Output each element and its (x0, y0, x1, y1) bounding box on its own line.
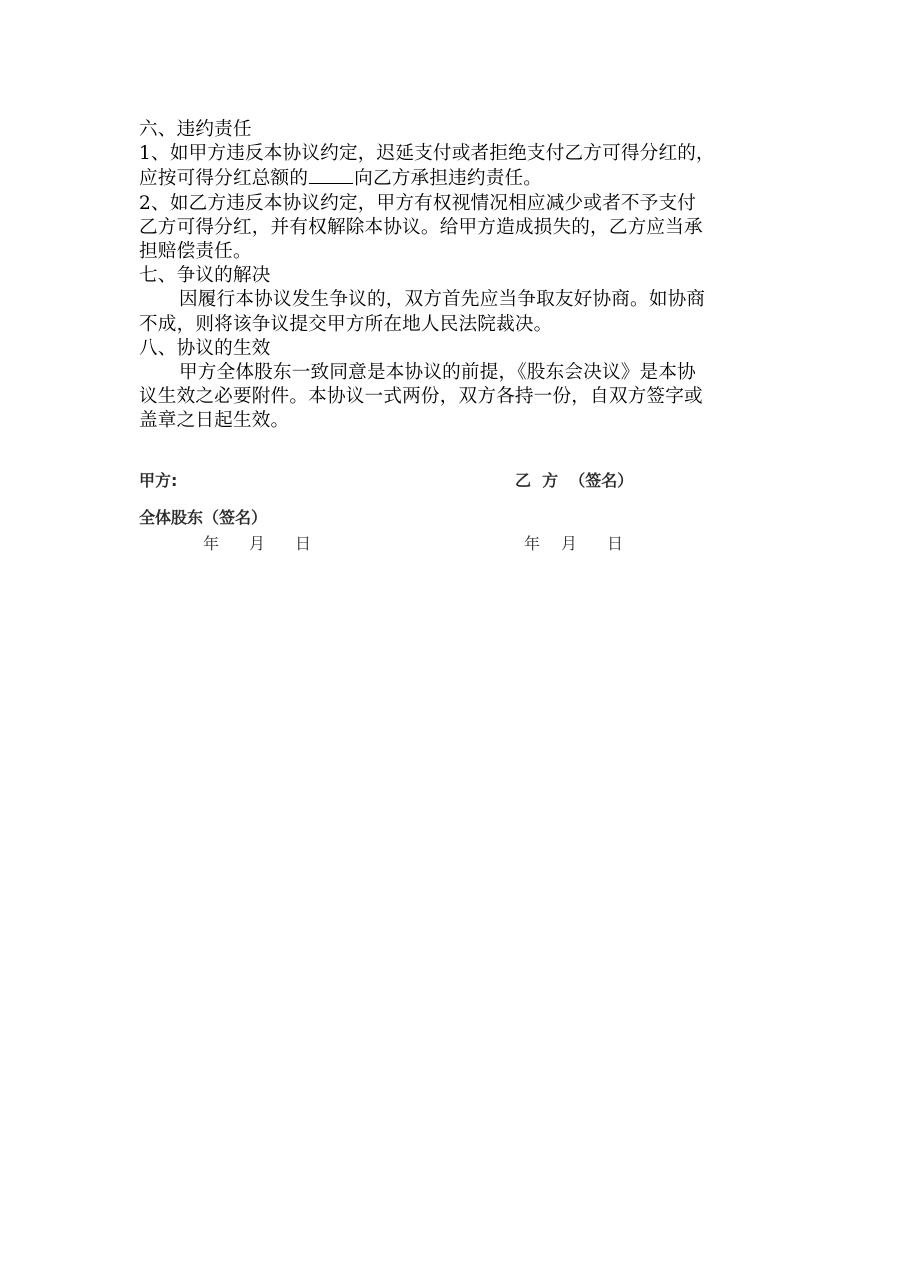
party-a-label: 甲方: (139, 471, 178, 490)
date-right-month: 月 (561, 534, 578, 553)
section-7-heading: 七、争议的解决 (139, 265, 271, 287)
section-7-paragraph-line-2: 不成，则将该争议提交甲方所在地人民法院裁决。 (139, 313, 553, 335)
section-8-heading: 八、协议的生效 (139, 337, 271, 359)
section-6-heading: 六、违约责任 (139, 119, 252, 140)
section-6-clause-1-line-1: 1、如甲方违反本协议约定，迟延支付或者拒绝支付乙方可得分红的， (139, 143, 715, 165)
date-right (0, 531, 909, 553)
date-left-month: 月 (249, 534, 266, 553)
section-6-clause-2-line-1: 2、如乙方违反本协议约定，甲方有权视情况相应减少或者不予支付 (139, 192, 697, 214)
date-right-day: 日 (607, 534, 624, 553)
section-6-clause-2-line-2: 乙方可得分红，并有权解除本协议。给甲方造成损失的，乙方应当承 (139, 216, 703, 238)
section-6-clause-2-line-3: 担赔偿责任。 (139, 241, 252, 263)
section-7-paragraph-line-1: 因履行本协议发生争议的，双方首先应当争取友好协商。如协商 (179, 289, 706, 311)
party-b-signature-label: 乙 方 （签名） (515, 471, 634, 490)
section-8-paragraph-line-2: 议生效之必要附件。本协议一式两份，双方各持一份，自双方签字或 (139, 386, 703, 408)
date-left-day: 日 (295, 534, 312, 553)
section-6-clause-1-line-2 (139, 166, 779, 191)
section-8-paragraph-line-3: 盖章之日起生效。 (139, 410, 290, 432)
section-8-paragraph-line-1: 甲方全体股东一致同意是本协议的前提，《股东会决议》是本协 (179, 362, 696, 384)
penalty-rate-blank[interactable] (309, 166, 353, 184)
clause-1-text-before-blank: 应按可得分红总额的 (139, 168, 309, 190)
agreement-body (139, 118, 779, 434)
date-left-year: 年 (203, 534, 220, 553)
date-right-year: 年 (524, 534, 541, 553)
clause-1-text-after-blank: 向乙方承担违约责任。 (354, 168, 543, 190)
shareholders-signature-label: 全体股东（签名） (139, 508, 268, 527)
